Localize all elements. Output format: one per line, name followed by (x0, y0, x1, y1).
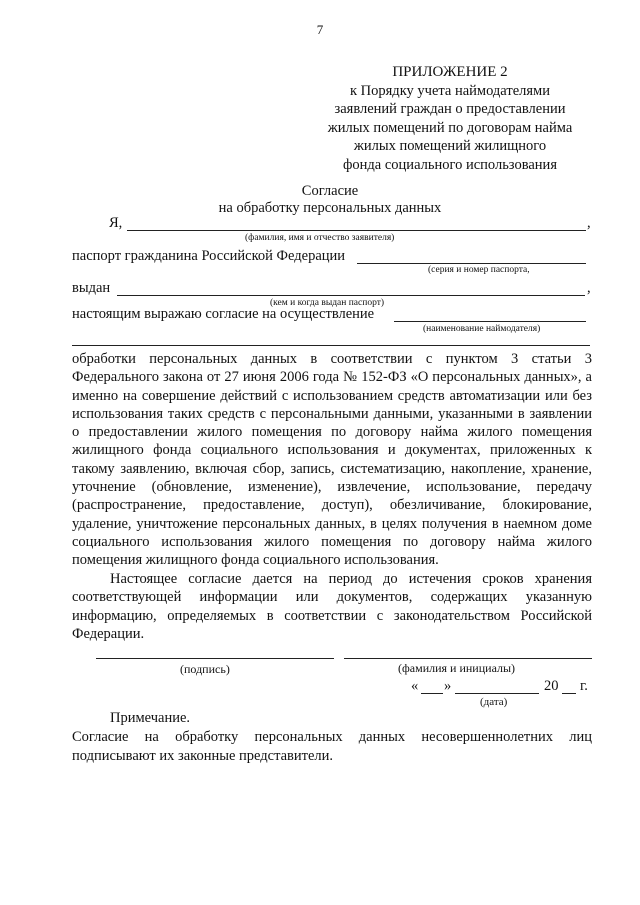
landlord-field-continued[interactable] (72, 345, 590, 346)
date-day-field[interactable] (421, 693, 443, 694)
date-month-field[interactable] (455, 693, 539, 694)
appendix-line: жилых помещений по договорам найма (327, 119, 573, 136)
appendix-title: ПРИЛОЖЕНИЕ 2 (392, 64, 508, 80)
appendix-line: жилых помещений жилищного (353, 138, 547, 154)
consent-label: настоящим выражаю согласие на осуществление (72, 306, 375, 322)
page-number: 7 (316, 22, 324, 37)
landlord-caption: (наименование наймодателя) (423, 324, 541, 334)
signature-line[interactable] (96, 658, 334, 659)
name-line[interactable] (344, 658, 592, 659)
passport-label: паспорт гражданина Российской Федерации (72, 248, 346, 264)
document-heading (200, 183, 460, 217)
fio-field[interactable] (127, 230, 586, 231)
passport-field[interactable] (357, 263, 586, 264)
date-year-prefix: 20 (544, 678, 559, 694)
appendix-line: фонда социального использования (343, 156, 557, 173)
appendix-line: заявлений граждан о предоставлении (334, 101, 566, 117)
issued-label: выдан (72, 280, 111, 296)
issued-caption: (кем и когда выдан паспорт) (270, 298, 385, 308)
signature-caption: (подпись) (180, 662, 230, 676)
date-year-field[interactable] (562, 693, 576, 694)
issued-comma: , (587, 280, 591, 296)
heading-line-1: Согласие (301, 183, 359, 199)
note-text: Согласие на обработку персональных данных несовершеннолетних лиц подписывают их законные представители. (72, 729, 592, 764)
appendix-line: к Порядку учета наймодателями (350, 82, 550, 99)
date-caption: (дата) (480, 696, 508, 708)
date-quote-open: « (411, 678, 419, 694)
date-year-suffix: г. (580, 678, 588, 694)
note-title: Примечание. (110, 710, 191, 726)
validity-paragraph: Настоящее согласие дается на период до истечения сроков хранения соответствующей информации или документов, содержащих указанную информацию, определяемых в соответствии с законодательством Российской Федерации. (72, 571, 592, 642)
fio-comma: , (587, 215, 591, 231)
i-label: Я, (109, 215, 123, 231)
fio-caption: (фамилия, имя и отчество заявителя) (245, 233, 395, 243)
name-caption: (фамилия и инициалы) (398, 661, 516, 675)
consent-paragraph: обработки персональных данных в соответствии с пунктом 3 статьи 3 Федерального закона от 27 июня 2006 года № 152-ФЗ «О персональных данных», а именно на совершение действий с использованием средств автоматизации или без использования таких средств с персональными данными, указанными в заявлении о предоставлении жилого помещения по договору найма жилого помещения жилищного фонда социального использования и документах, приложенных к такому заявлению, включая сбор, запись, систематизацию, накопление, хранение, уточнение (обновление, изменение), извлечение, использование, передачу (распространение, предоставление, доступ), обезличивание, блокирование, удаление, уничтожение персональных данных, в целях получения в наемном доме социального использования жилого помещения по договору найма жилого помещения жилищного фонда социального использования. (72, 351, 592, 569)
appendix-header (300, 63, 600, 174)
issued-field[interactable] (117, 295, 585, 296)
landlord-field[interactable] (394, 321, 586, 322)
heading-line-2: на обработку персональных данных (218, 200, 442, 216)
date-quote-close: » (444, 678, 452, 694)
passport-caption: (серия и номер паспорта, (428, 265, 530, 275)
